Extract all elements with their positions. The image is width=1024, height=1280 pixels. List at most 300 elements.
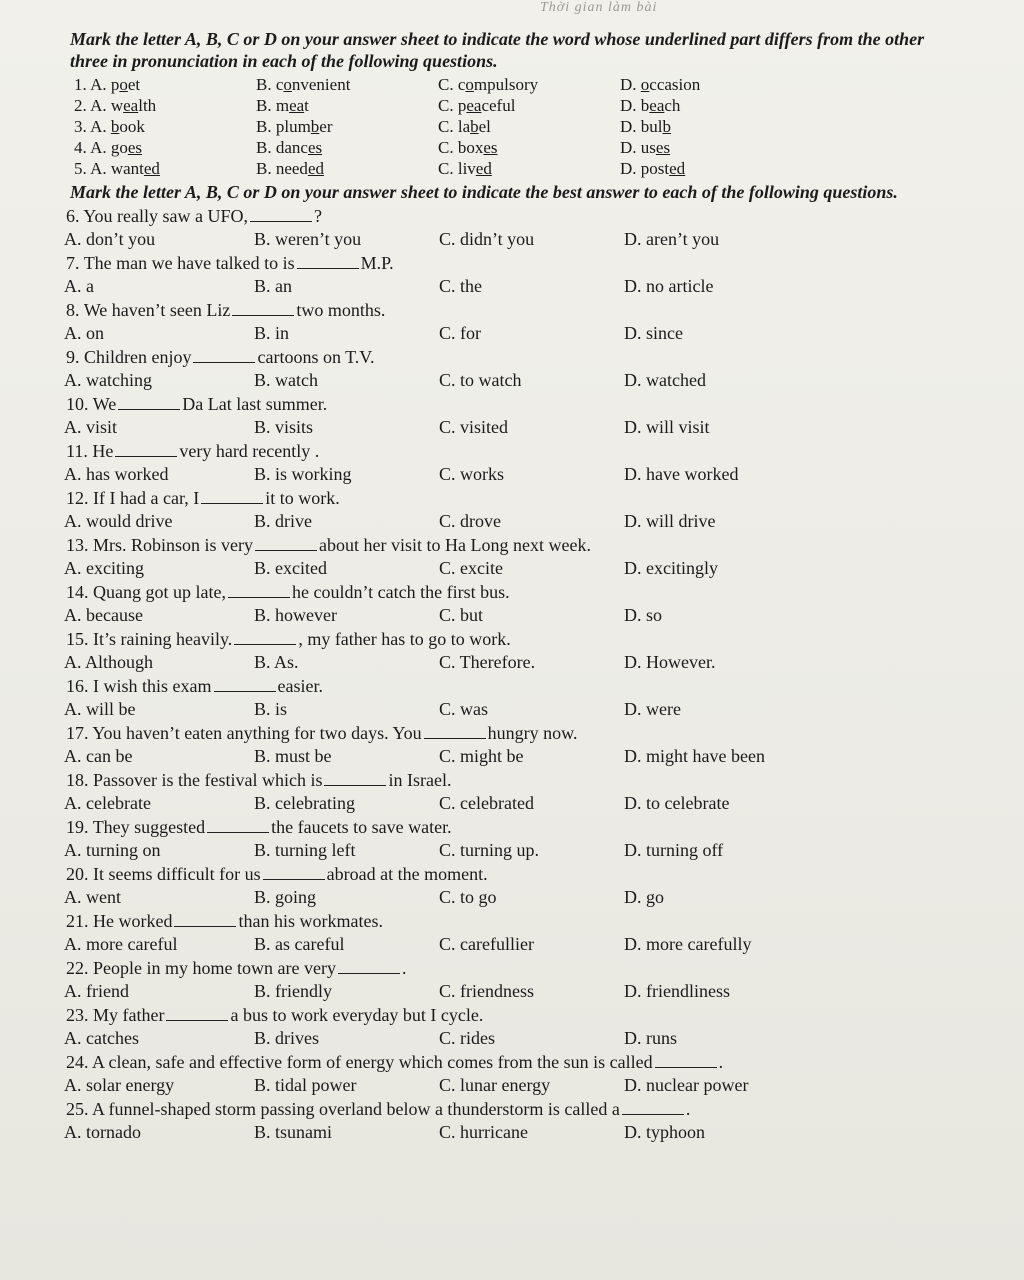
- options-row: [48, 1074, 948, 1097]
- answer-option: C. to go: [439, 887, 497, 907]
- question-number: 19.: [66, 817, 89, 837]
- question-text: [48, 205, 322, 228]
- question-stem: [48, 816, 948, 839]
- answer-option: D. no article: [624, 276, 714, 296]
- word-part: ccasion: [649, 75, 701, 94]
- answer-option: A. because: [64, 605, 143, 625]
- question-before: Children enjoy: [84, 347, 192, 367]
- answer-option: D. nuclear power: [624, 1075, 749, 1095]
- question-before: A clean, safe and effective form of energy which comes from the sun is called: [92, 1052, 653, 1072]
- answer-option: B. As.: [254, 652, 299, 672]
- question-before: Mrs. Robinson is very: [93, 535, 254, 555]
- question-number: 18.: [66, 770, 89, 790]
- question-number: 20.: [66, 864, 89, 884]
- answer-option: D. have worked: [624, 464, 739, 484]
- pronunciation-row: [48, 116, 948, 137]
- question-stem: [48, 628, 948, 651]
- question-number: 9.: [66, 347, 80, 367]
- answer-option: [438, 74, 620, 95]
- option-letter: B.: [256, 117, 272, 136]
- word-part: er: [319, 117, 333, 136]
- option-letter: D.: [620, 159, 637, 178]
- question-number: 1.: [74, 75, 87, 94]
- question-number: 17.: [66, 723, 89, 743]
- underlined-part: b: [310, 117, 320, 136]
- word-part: b: [640, 96, 650, 115]
- underlined-part: o: [119, 75, 128, 94]
- answer-option: [256, 74, 438, 95]
- question-text: [48, 863, 488, 886]
- word-part: w: [110, 96, 124, 115]
- question-after: ?: [314, 206, 323, 226]
- answer-option: A. watching: [64, 370, 152, 390]
- section2-instruction: Mark the letter A, B, C or D on your answer sheet to indicate the best answer to each of the following questions.: [70, 182, 898, 202]
- question-number: 4.: [74, 138, 87, 157]
- answer-option: D. friendliness: [624, 981, 730, 1001]
- question-after: .: [401, 958, 407, 978]
- question-text: [48, 1051, 723, 1074]
- answer-option: B. turning left: [254, 840, 356, 860]
- question-after: .: [718, 1052, 724, 1072]
- answer-option: [438, 158, 620, 179]
- option-letter: C.: [438, 159, 454, 178]
- question-stem: [48, 863, 948, 886]
- word-part: mpulsory: [473, 75, 539, 94]
- answer-option: [256, 95, 438, 116]
- word-part: la: [457, 117, 471, 136]
- question-before: We haven’t seen Liz: [83, 300, 231, 320]
- question-before: People in my home town are very: [93, 958, 336, 978]
- answer-option: D. runs: [624, 1028, 677, 1048]
- option-letter: A.: [90, 96, 107, 115]
- word-part: t: [304, 96, 309, 115]
- answer-option: D. so: [624, 605, 663, 625]
- answer-option: B. excited: [254, 558, 327, 578]
- answer-option: A. don’t you: [64, 229, 156, 249]
- question-before: Quang got up late,: [93, 582, 226, 602]
- answer-option: A. Although: [64, 652, 154, 672]
- question-text: [48, 957, 406, 980]
- options-row: [48, 557, 948, 580]
- options-row: [48, 1027, 948, 1050]
- question-after: hungry now.: [487, 723, 578, 743]
- answer-option: C. rides: [439, 1028, 495, 1048]
- answer-option: D. might have been: [624, 746, 765, 766]
- answer-option: A. will be: [64, 699, 136, 719]
- word-part: danc: [275, 138, 308, 157]
- option-letter: C.: [438, 96, 454, 115]
- answer-option: C. turning up.: [439, 840, 540, 860]
- answer-option: B. going: [254, 887, 317, 907]
- word-part: p: [457, 96, 467, 115]
- question-before: My father: [93, 1005, 165, 1025]
- underlined-part: ea: [289, 96, 305, 115]
- answer-option: C. Therefore.: [439, 652, 536, 672]
- question-after: easier.: [277, 676, 323, 696]
- answer-option: B. drive: [254, 511, 312, 531]
- answer-option: D. were: [624, 699, 681, 719]
- question-number: 16.: [66, 676, 89, 696]
- answer-blank: [622, 1100, 684, 1115]
- grammar-questions: [48, 205, 948, 1144]
- answer-option: [620, 116, 802, 137]
- answer-option: [48, 137, 256, 158]
- answer-option: C. celebrated: [439, 793, 534, 813]
- answer-option: B. must be: [254, 746, 332, 766]
- answer-option: C. carefullier: [439, 934, 534, 954]
- answer-option: A. solar energy: [64, 1075, 175, 1095]
- answer-option: A. has worked: [64, 464, 169, 484]
- answer-option: C. hurricane: [439, 1122, 528, 1142]
- answer-option: A. celebrate: [64, 793, 151, 813]
- underlined-part: b: [662, 117, 672, 136]
- question-before: He: [92, 441, 114, 461]
- answer-option: B. tidal power: [254, 1075, 357, 1095]
- underlined-part: o: [283, 75, 292, 94]
- answer-option: A. went: [64, 887, 121, 907]
- word-part: liv: [457, 159, 476, 178]
- answer-option: [438, 95, 620, 116]
- question-before: The man we have talked to is: [83, 253, 295, 273]
- options-row: [48, 275, 948, 298]
- question-number: 13.: [66, 535, 89, 555]
- question-after: Da Lat last summer.: [182, 394, 328, 414]
- question-text: [48, 722, 578, 745]
- question-stem: [48, 675, 948, 698]
- question-number: 10.: [66, 394, 89, 414]
- answer-option: D. watched: [624, 370, 706, 390]
- answer-blank: [118, 395, 180, 410]
- question-number: 12.: [66, 488, 89, 508]
- question-before: Passover is the festival which is: [93, 770, 323, 790]
- answer-option: A. visit: [64, 417, 118, 437]
- question-number: 22.: [66, 958, 89, 978]
- word-part: go: [110, 138, 128, 157]
- question-number: 24.: [66, 1052, 89, 1072]
- answer-option: D. excitingly: [624, 558, 718, 578]
- question-before: It’s raining heavily.: [93, 629, 233, 649]
- answer-option: [256, 158, 438, 179]
- answer-option: A. catches: [64, 1028, 139, 1048]
- question-after: abroad at the moment.: [326, 864, 488, 884]
- answer-option: A. can be: [64, 746, 133, 766]
- word-part: el: [478, 117, 491, 136]
- word-part: box: [457, 138, 484, 157]
- question-text: [48, 487, 340, 510]
- answer-option: B. in: [254, 323, 290, 343]
- word-part: c: [275, 75, 284, 94]
- options-row: [48, 510, 948, 533]
- word-part: need: [275, 159, 308, 178]
- question-stem: [48, 205, 948, 228]
- option-letter: A.: [90, 159, 107, 178]
- answer-blank: [255, 536, 317, 551]
- word-part: ook: [119, 117, 145, 136]
- answer-blank: [338, 959, 400, 974]
- answer-option: A. would drive: [64, 511, 173, 531]
- options-row: [48, 416, 948, 439]
- question-number: 11.: [66, 441, 88, 461]
- answer-option: D. go: [624, 887, 664, 907]
- question-after: a bus to work everyday but I cycle.: [230, 1005, 484, 1025]
- question-number: 23.: [66, 1005, 89, 1025]
- answer-option: D. will drive: [624, 511, 716, 531]
- question-number: 8.: [66, 300, 80, 320]
- option-letter: D.: [620, 138, 637, 157]
- question-after: M.P.: [360, 253, 394, 273]
- word-part: m: [275, 96, 290, 115]
- answer-option: B. celebrating: [254, 793, 355, 813]
- underlined-part: ea: [466, 96, 482, 115]
- question-text: [48, 581, 510, 604]
- option-letter: D.: [620, 75, 637, 94]
- answer-blank: [166, 1006, 228, 1021]
- options-row: [48, 933, 948, 956]
- underlined-part: es: [483, 138, 498, 157]
- header-fragment: Thời gian làm bài: [540, 0, 658, 15]
- question-stem: [48, 299, 948, 322]
- answer-option: C. lunar energy: [439, 1075, 551, 1095]
- option-letter: B.: [256, 138, 272, 157]
- option-letter: D.: [620, 96, 637, 115]
- answer-option: D. will visit: [624, 417, 710, 437]
- question-text: [48, 1004, 483, 1027]
- question-after: than his workmates.: [238, 911, 383, 931]
- question-number: 21.: [66, 911, 89, 931]
- options-row: [48, 980, 948, 1003]
- question-before: I wish this exam: [93, 676, 212, 696]
- answer-option: D. to celebrate: [624, 793, 730, 813]
- question-after: , my father has to go to work.: [298, 629, 511, 649]
- answer-option: A. tornado: [64, 1122, 141, 1142]
- question-number: 6.: [66, 206, 80, 226]
- underlined-part: ed: [475, 159, 492, 178]
- answer-option: C. might be: [439, 746, 524, 766]
- answer-option: [620, 137, 802, 158]
- word-part: plum: [275, 117, 311, 136]
- answer-blank: [232, 301, 294, 316]
- question-text: [48, 252, 394, 275]
- option-letter: A.: [90, 117, 107, 136]
- answer-option: C. friendness: [439, 981, 534, 1001]
- option-letter: A.: [90, 75, 107, 94]
- question-text: [48, 675, 323, 698]
- answer-option: D. more carefully: [624, 934, 752, 954]
- underlined-part: b: [110, 117, 120, 136]
- option-letter: C.: [438, 117, 454, 136]
- question-after: very hard recently .: [179, 441, 320, 461]
- answer-blank: [174, 912, 236, 927]
- question-text: [48, 534, 591, 557]
- question-before: It seems difficult for us: [93, 864, 261, 884]
- options-row: [48, 698, 948, 721]
- answer-option: B. friendly: [254, 981, 332, 1001]
- answer-option: [620, 158, 802, 179]
- answer-option: B. as careful: [254, 934, 345, 954]
- answer-option: B. is: [254, 699, 288, 719]
- answer-blank: [324, 771, 386, 786]
- option-letter: B.: [256, 96, 272, 115]
- underlined-part: o: [465, 75, 474, 94]
- answer-option: [48, 158, 256, 179]
- question-text: [48, 816, 452, 839]
- options-row: [48, 369, 948, 392]
- underlined-part: ed: [307, 159, 324, 178]
- question-before: You haven’t eaten anything for two days. You: [92, 723, 422, 743]
- word-part: ceful: [481, 96, 516, 115]
- answer-option: D. since: [624, 323, 683, 343]
- question-stem: [48, 1051, 948, 1074]
- question-text: [48, 769, 451, 792]
- answer-blank: [228, 583, 290, 598]
- question-stem: [48, 1004, 948, 1027]
- answer-option: B. an: [254, 276, 292, 296]
- answer-blank: [115, 442, 177, 457]
- question-text: [48, 628, 511, 651]
- question-stem: [48, 487, 948, 510]
- question-stem: [48, 957, 948, 980]
- question-number: 2.: [74, 96, 87, 115]
- answer-option: C. was: [439, 699, 488, 719]
- options-row: [48, 745, 948, 768]
- option-letter: B.: [256, 75, 272, 94]
- question-after: about her visit to Ha Long next week.: [319, 535, 591, 555]
- question-after: he couldn’t catch the first bus.: [291, 582, 510, 602]
- underlined-part: ea: [649, 96, 665, 115]
- answer-option: B. tsunami: [254, 1122, 333, 1142]
- answer-option: C. the: [439, 276, 482, 296]
- answer-option: C. works: [439, 464, 505, 484]
- answer-blank: [201, 489, 263, 504]
- answer-option: B. visits: [254, 417, 314, 437]
- answer-option: [620, 95, 802, 116]
- answer-blank: [214, 677, 276, 692]
- answer-option: [620, 74, 802, 95]
- answer-blank: [297, 254, 359, 269]
- pronunciation-questions: [48, 74, 948, 179]
- question-before: We: [92, 394, 117, 414]
- question-number: 25.: [66, 1099, 89, 1119]
- answer-option: C. didn’t you: [439, 229, 535, 249]
- pronunciation-row: [48, 158, 948, 179]
- answer-option: [48, 74, 256, 95]
- answer-blank: [250, 207, 312, 222]
- underlined-part: es: [307, 138, 323, 157]
- answer-option: C. excite: [439, 558, 503, 578]
- question-text: [48, 910, 383, 933]
- answer-blank: [193, 348, 255, 363]
- option-letter: C.: [438, 138, 454, 157]
- answer-option: A. friend: [64, 981, 129, 1001]
- word-part: c: [457, 75, 466, 94]
- underlined-part: ed: [669, 159, 686, 178]
- question-text: [48, 440, 319, 463]
- option-letter: A.: [90, 138, 107, 157]
- pronunciation-row: [48, 95, 948, 116]
- question-stem: [48, 769, 948, 792]
- question-number: 14.: [66, 582, 89, 602]
- word-part: us: [640, 138, 656, 157]
- question-stem: [48, 581, 948, 604]
- answer-option: C. for: [439, 323, 481, 343]
- question-after: it to work.: [265, 488, 340, 508]
- word-part: nvenient: [291, 75, 351, 94]
- question-stem: [48, 910, 948, 933]
- options-row: [48, 1121, 948, 1144]
- answer-option: C. but: [439, 605, 484, 625]
- question-stem: [48, 252, 948, 275]
- underlined-part: b: [470, 117, 479, 136]
- word-part: lth: [138, 96, 157, 115]
- underlined-part: es: [127, 138, 143, 157]
- question-number: 15.: [66, 629, 89, 649]
- word-part: ch: [664, 96, 681, 115]
- question-number: 5.: [74, 159, 87, 178]
- question-after: .: [685, 1099, 691, 1119]
- word-part: et: [127, 75, 141, 94]
- option-letter: C.: [438, 75, 454, 94]
- answer-blank: [424, 724, 486, 739]
- answer-blank: [234, 630, 296, 645]
- answer-option: [438, 116, 620, 137]
- options-row: [48, 886, 948, 909]
- answer-option: [256, 116, 438, 137]
- underlined-part: es: [655, 138, 671, 157]
- option-letter: B.: [256, 159, 272, 178]
- answer-option: [256, 137, 438, 158]
- question-stem: [48, 534, 948, 557]
- question-before: A funnel-shaped storm passing overland below a thunderstorm is called a: [92, 1099, 620, 1119]
- question-after: in Israel.: [388, 770, 452, 790]
- question-after: the faucets to save water.: [271, 817, 452, 837]
- answer-option: D. aren’t you: [624, 229, 720, 249]
- answer-option: C. visited: [439, 417, 509, 437]
- answer-option: B. however: [254, 605, 337, 625]
- section1-instruction: Mark the letter A, B, C or D on your answer sheet to indicate the word whose underlined part differs from the other three in pronunciation in each of the following questions.: [70, 29, 925, 71]
- word-part: want: [110, 159, 144, 178]
- option-letter: D.: [620, 117, 637, 136]
- answer-option: D. turning off: [624, 840, 724, 860]
- question-before: You really saw a UFO,: [83, 206, 249, 226]
- question-before: They suggested: [92, 817, 206, 837]
- word-part: bul: [640, 117, 663, 136]
- answer-option: C. to watch: [439, 370, 522, 390]
- question-text: [48, 1098, 690, 1121]
- question-before: He worked: [93, 911, 173, 931]
- answer-option: B. is working: [254, 464, 352, 484]
- worksheet-content: [48, 26, 948, 1145]
- question-text: [48, 346, 374, 369]
- answer-blank: [263, 865, 325, 880]
- answer-option: B. drives: [254, 1028, 319, 1048]
- pronunciation-row: [48, 74, 948, 95]
- options-row: [48, 463, 948, 486]
- question-number: 7.: [66, 253, 80, 273]
- answer-blank: [655, 1053, 717, 1068]
- question-stem: [48, 346, 948, 369]
- underlined-part: ea: [123, 96, 139, 115]
- answer-option: B. weren’t you: [254, 229, 362, 249]
- answer-option: A. turning on: [64, 840, 161, 860]
- underlined-part: ed: [143, 159, 160, 178]
- question-text: [48, 393, 327, 416]
- word-part: post: [640, 159, 670, 178]
- question-after: two months.: [296, 300, 386, 320]
- question-stem: [48, 393, 948, 416]
- answer-option: [438, 137, 620, 158]
- answer-option: A. more careful: [64, 934, 178, 954]
- answer-option: A. exciting: [64, 558, 144, 578]
